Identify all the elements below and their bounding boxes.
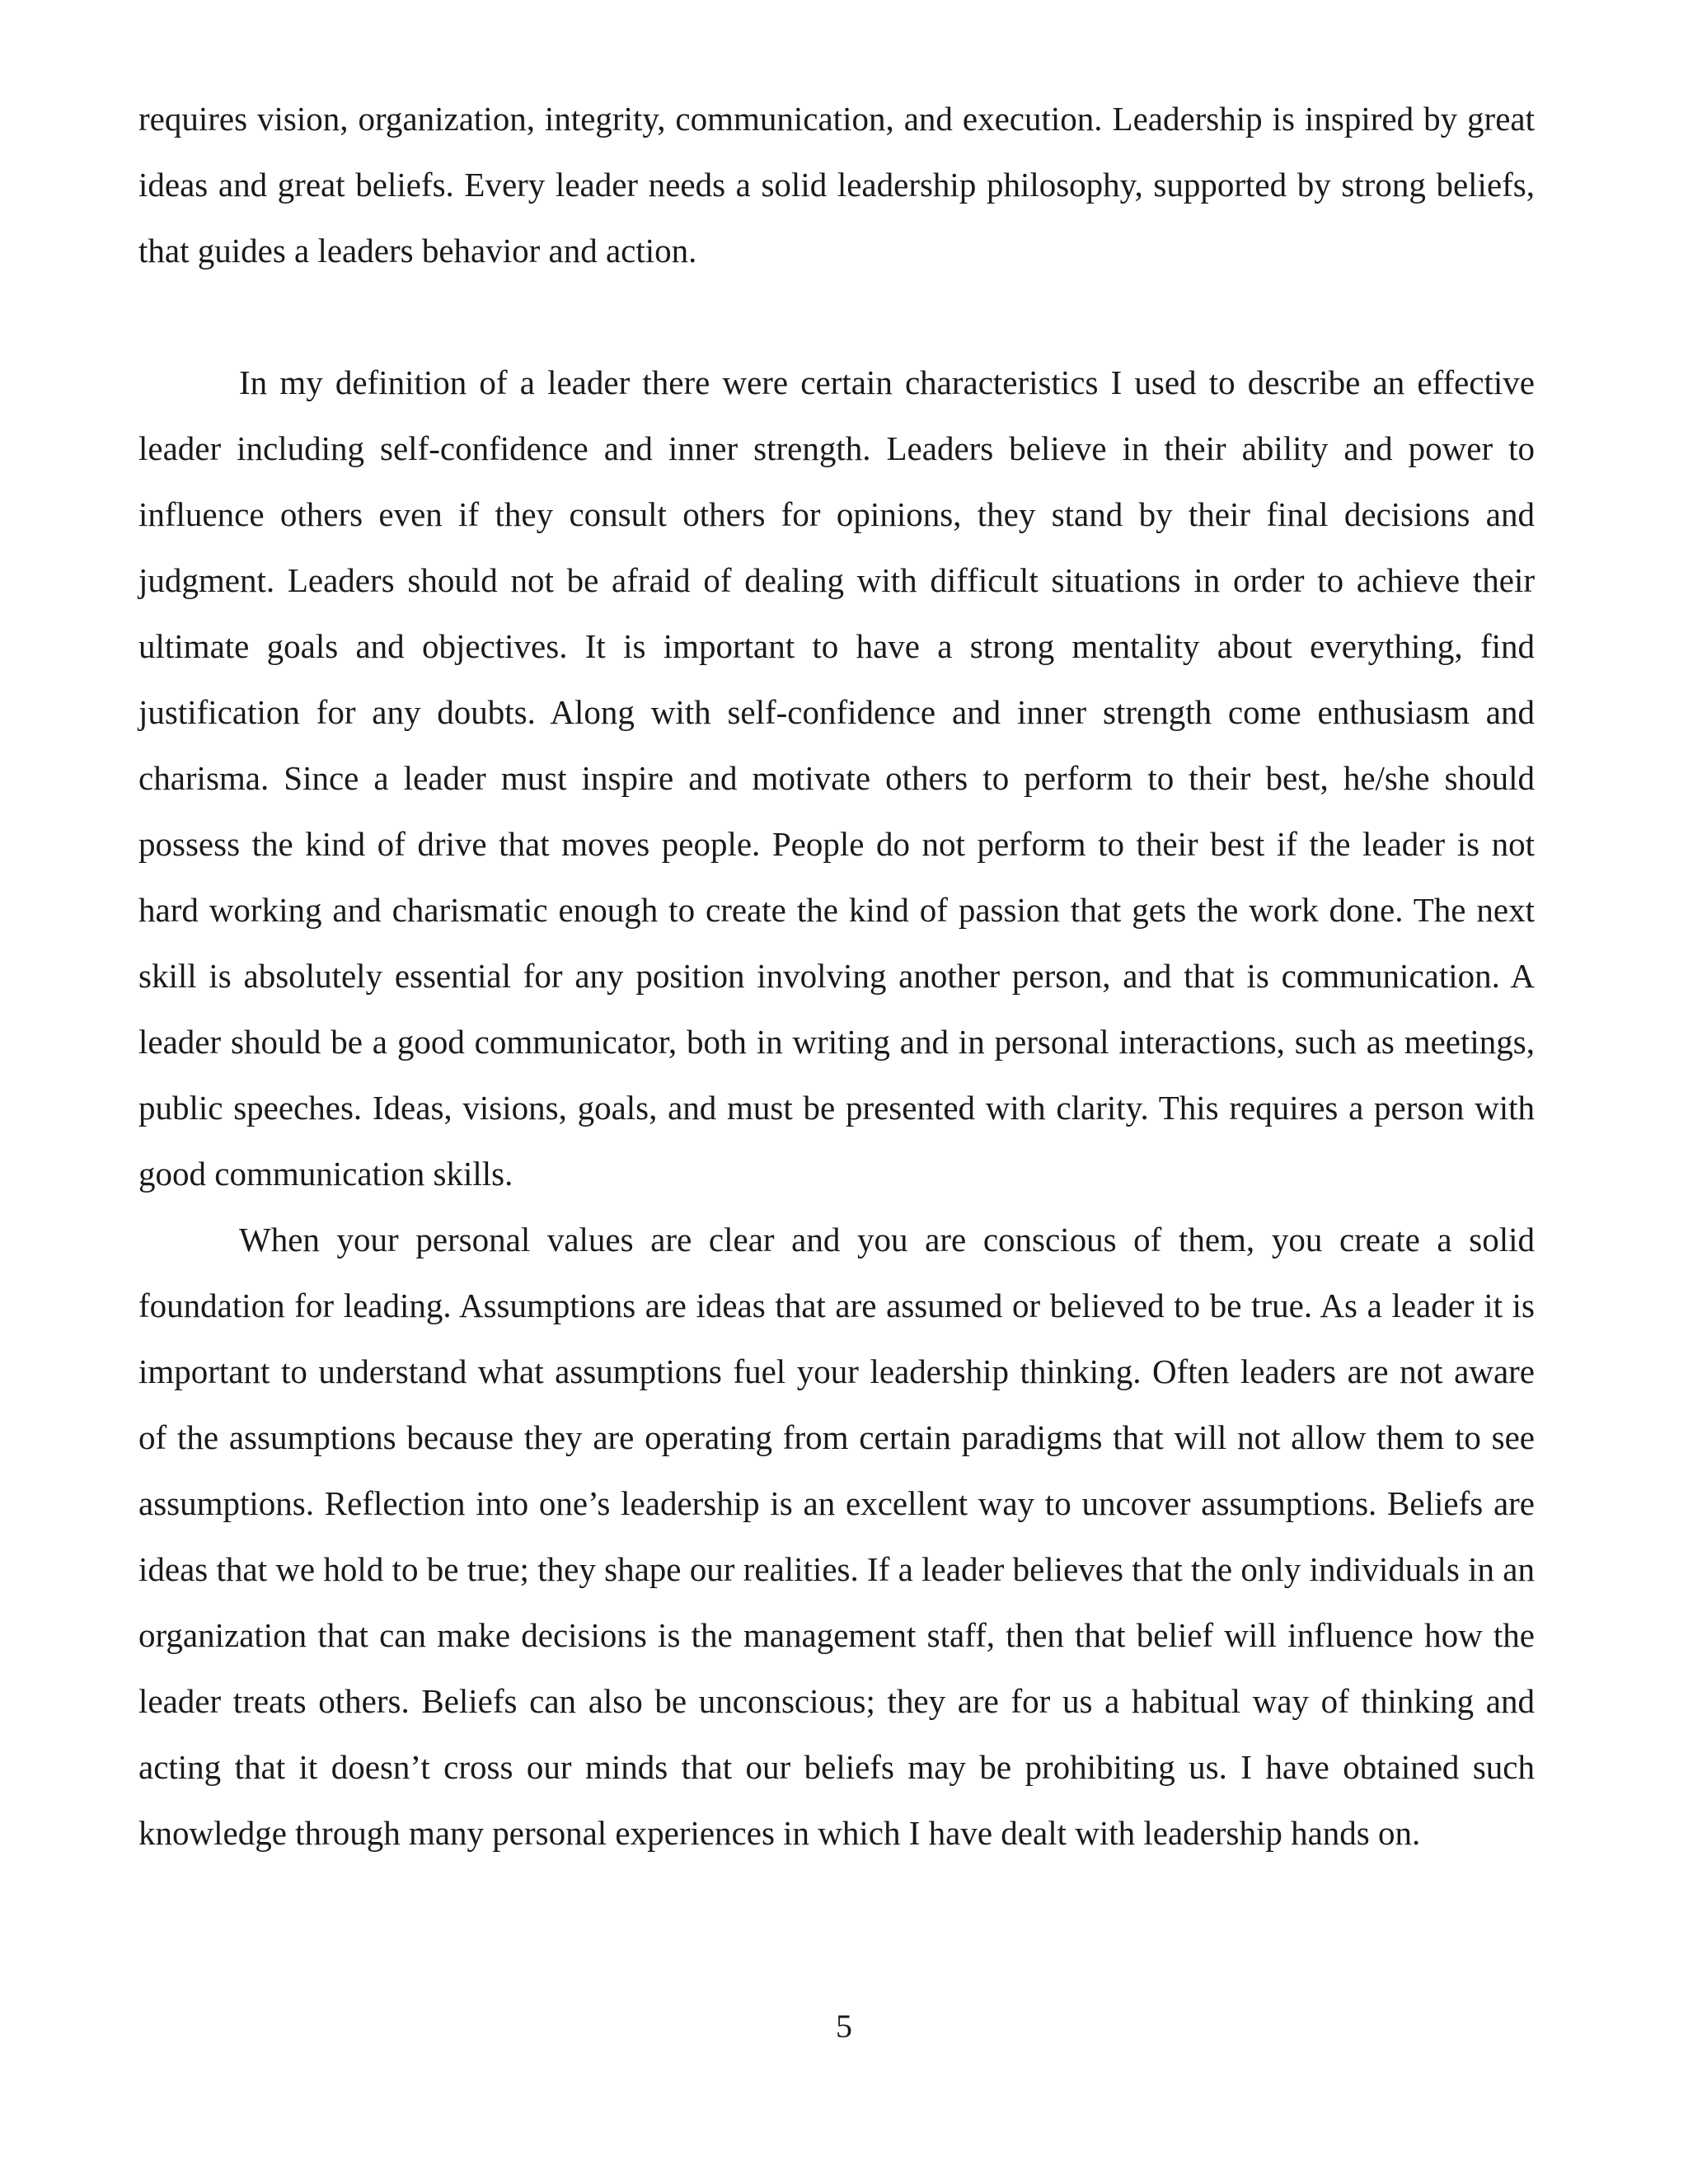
paragraph-continuation: requires vision, organization, integrity, communication, and execution. Leadership is inspired by great ideas and great beliefs. Every leader needs a solid leadership philosophy, supported by strong beliefs, that guides a leaders behavior and action.: [138, 100, 1535, 269]
paragraph-values-assumptions-beliefs: When your personal values are clear and you are conscious of them, you create a solid foundation for leading. Assumptions are ideas that are assumed or believed to be true. As a leader it is important to understand what assumptions fuel your leadership thinking. Often leaders are not aware of the assumptions because they are operating from certain paradigms that will not allow them to see assumptions. Reflection into one’s leadership is an excellent way to uncover assumptions. Beliefs are ideas that we hold to be true; they shape our realities. If a leader believes that the only individuals in an organization that can make decisions is the management staff, then that belief will influence how the leader treats others. Beliefs can also be unconscious; they are for us a habitual way of thinking and acting that it doesn’t cross our minds that our beliefs may be prohibiting us. I have obtained such knowledge through many personal experiences in which I have dealt with leadership hands on.: [138, 1221, 1535, 1852]
page-number: 5: [836, 2008, 852, 2045]
document-body: [138, 86, 1535, 1866]
paragraph-leader-characteristics: In my definition of a leader there were certain characteristics I used to describe an effective leader including self-confidence and inner strength. Leaders believe in their ability and power to influence others even if they consult others for opinions, they stand by their final decisions and judgment. Leaders should not be afraid of dealing with difficult situations in order to achieve their ultimate goals and objectives. It is important to have a strong mentality about everything, find justification for any doubts. Along with self-confidence and inner strength come enthusiasm and charisma. Since a leader must inspire and motivate others to perform to their best, he/she should possess the kind of drive that moves people. People do not perform to their best if the leader is not hard working and charismatic enough to create the kind of passion that gets the work done. The next skill is absolutely essential for any position involving another person, and that is communication. A leader should be a good communicator, both in writing and in personal interactions, such as meetings, public speeches. Ideas, visions, goals, and must be presented with clarity. This requires a person with good communication skills.: [138, 363, 1535, 1193]
